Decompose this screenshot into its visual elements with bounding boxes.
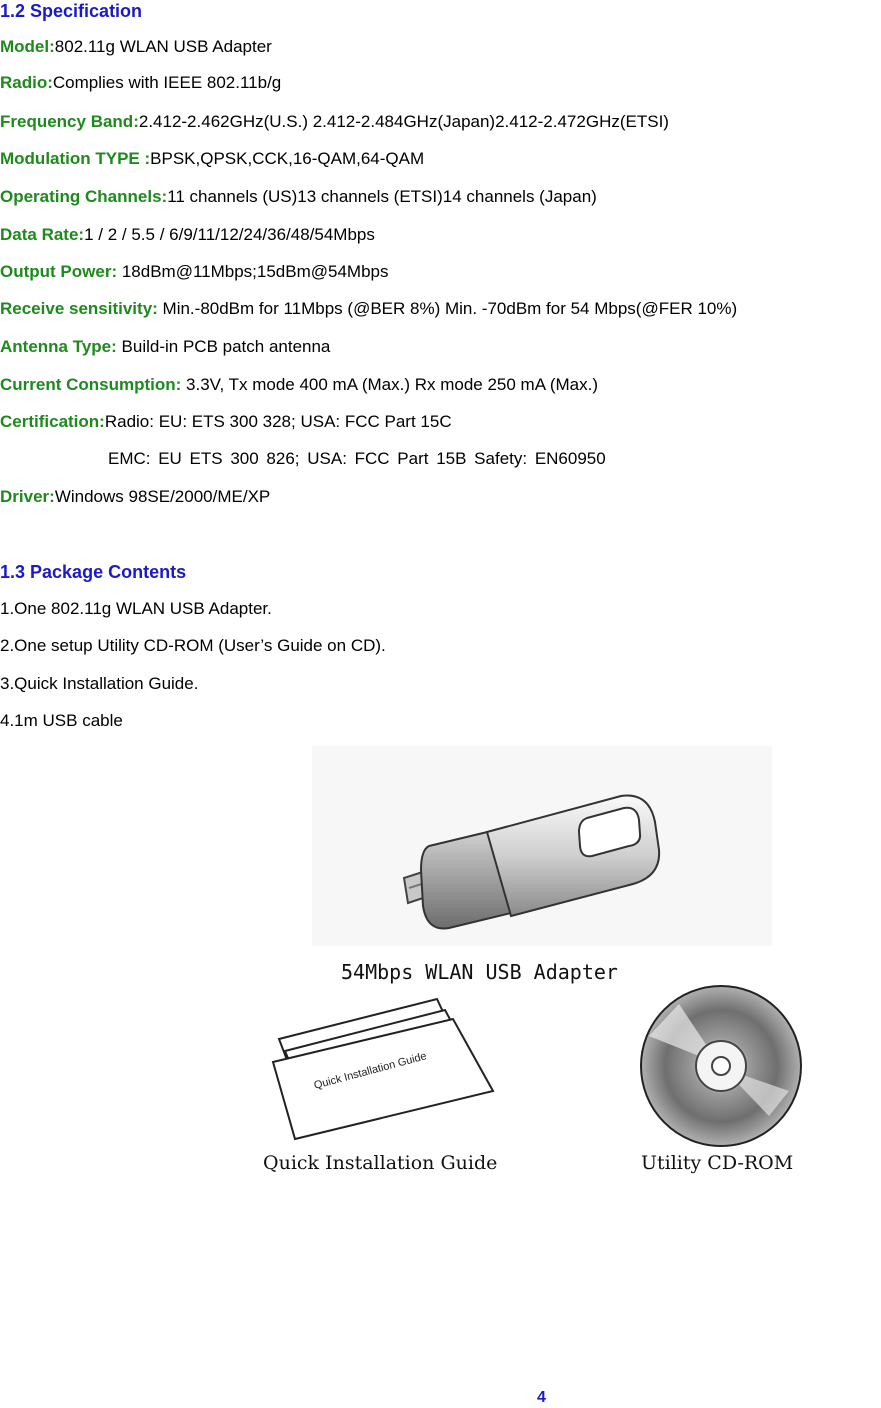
spec-label: Data Rate: bbox=[0, 225, 85, 244]
spec-label: Radio: bbox=[0, 73, 53, 92]
package-item: 1.One 802.11g WLAN USB Adapter. bbox=[0, 599, 272, 618]
spec-value: Windows 98SE/2000/ME/XP bbox=[54, 487, 271, 506]
spec-row-radio bbox=[0, 72, 281, 94]
adapter-caption: 54Mbps WLAN USB Adapter bbox=[341, 960, 618, 984]
spec-value: 1 / 2 / 5.5 / 6/9/11/12/24/36/48/54Mbps bbox=[84, 225, 375, 244]
package-item: 4.1m USB cable bbox=[0, 711, 123, 730]
spec-label: Driver: bbox=[0, 487, 55, 506]
spec-row-modulation bbox=[0, 148, 424, 170]
package-item: 3.Quick Installation Guide. bbox=[0, 674, 199, 693]
spec-value: Radio: EU: ETS 300 328; USA: FCC Part 15C bbox=[104, 412, 452, 431]
spec-value: 802.11g WLAN USB Adapter bbox=[54, 37, 272, 56]
spec-label: Frequency Band: bbox=[0, 112, 139, 131]
package-heading: 1.3 Package Contents bbox=[0, 562, 187, 582]
spec-value: Complies with IEEE 802.11b/g bbox=[52, 73, 282, 92]
spec-heading: 1.2 Specification bbox=[0, 1, 143, 21]
spec-row-consumption bbox=[0, 374, 598, 396]
spec-value: 3.3V, Tx mode 400 mA (Max.) Rx mode 250 mA (Max.) bbox=[181, 375, 598, 394]
spec-label: Receive sensitivity: bbox=[0, 299, 158, 318]
package-contents-figure bbox=[249, 746, 810, 1180]
guide-caption: Quick Installation Guide bbox=[263, 1152, 498, 1174]
spec-label: Current Consumption: bbox=[0, 375, 182, 394]
package-illustration bbox=[249, 746, 810, 1180]
spec-label: Model: bbox=[0, 37, 55, 56]
package-item: 2.One setup Utility CD-ROM (User’s Guide on CD). bbox=[0, 636, 386, 655]
spec-row-antenna bbox=[0, 336, 330, 358]
spec-row-frequency bbox=[0, 111, 669, 133]
spec-label: Operating Channels: bbox=[0, 187, 168, 206]
cd-caption: Utility CD-ROM bbox=[641, 1152, 794, 1174]
spec-label: Certification: bbox=[0, 412, 105, 431]
spec-value: BPSK,QPSK,CCK,16-QAM,64-QAM bbox=[150, 149, 425, 168]
spec-row-model bbox=[0, 36, 272, 58]
page-number: 4 bbox=[537, 1389, 546, 1406]
spec-row-data-rate bbox=[0, 224, 375, 246]
spec-value: Min.-80dBm for 11Mbps (@BER 8%) Min. -70dBm for 54 Mbps(@FER 10%) bbox=[157, 299, 738, 318]
spec-row-certification bbox=[0, 411, 452, 433]
spec-value: 18dBm@11Mbps;15dBm@54Mbps bbox=[117, 262, 389, 281]
spec-row-driver bbox=[0, 486, 270, 508]
spec-value: 2.412-2.462GHz(U.S.) 2.412-2.484GHz(Japan)2.412-2.472GHz(ETSI) bbox=[138, 112, 669, 131]
cd-rom-icon bbox=[641, 986, 801, 1146]
spec-row-sensitivity bbox=[0, 298, 737, 320]
guide-cover-text: Quick Installation Guide bbox=[312, 1050, 428, 1092]
spec-row-channels bbox=[0, 186, 597, 208]
spec-label: Modulation TYPE : bbox=[0, 149, 151, 168]
spec-label: Antenna Type: bbox=[0, 337, 117, 356]
spec-value: Build-in PCB patch antenna bbox=[116, 337, 331, 356]
spec-value: 11 channels (US)13 channels (ETSI)14 channels (Japan) bbox=[167, 187, 597, 206]
spec-cert-continued: EMC: EU ETS 300 826; USA: FCC Part 15B Safety: EN60950 bbox=[108, 449, 606, 468]
spec-row-output-power bbox=[0, 261, 389, 283]
spec-label: Output Power: bbox=[0, 262, 118, 281]
